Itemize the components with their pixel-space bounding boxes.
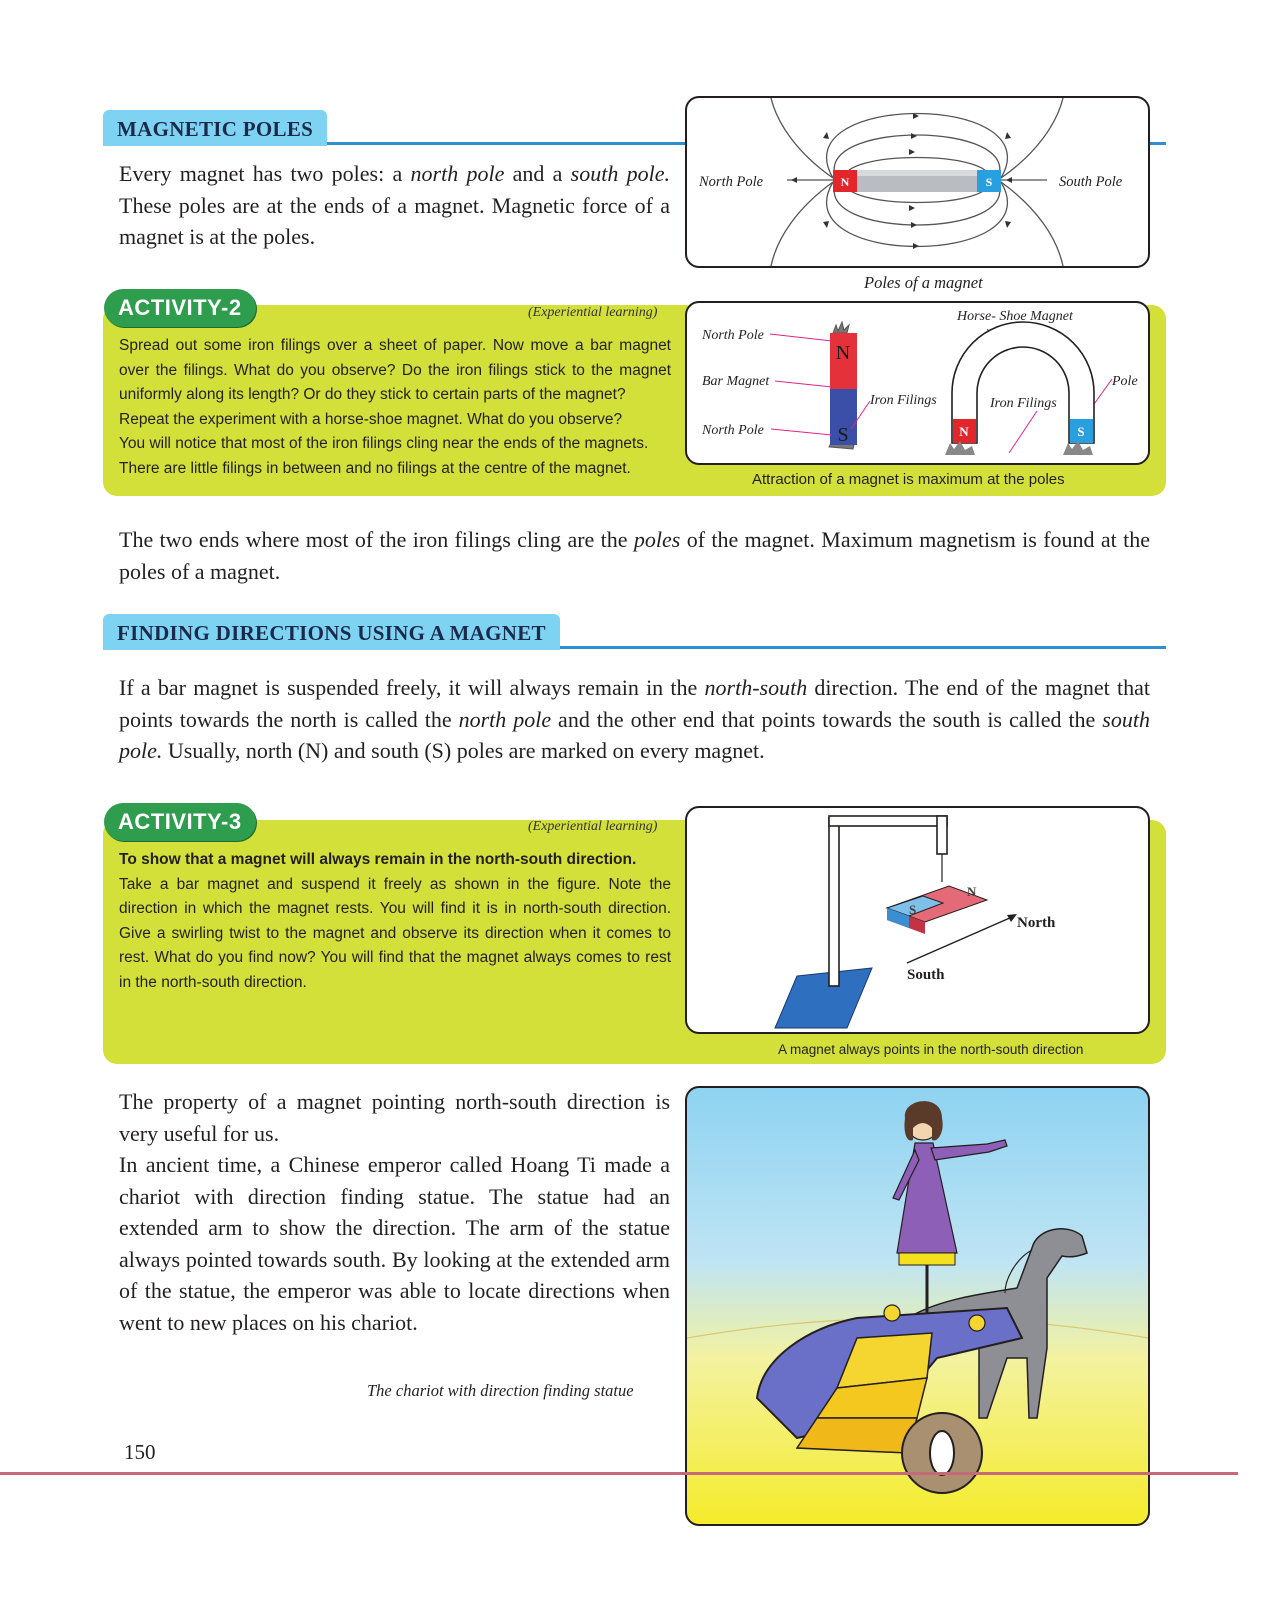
north-pole-top-label: North Pole bbox=[702, 328, 764, 343]
chariot-paragraph-2: In ancient time, a Chinese emperor called Hoang Ti made a chariot with direction finding statue. The statue had an extended arm to show the direction. The arm of the statue always pointed towards south. By looking at the extended arm of the statue, the emperor was able to locate directions when went to new places on his chariot. bbox=[119, 1152, 670, 1335]
activity3-tag: (Experiential learning) bbox=[528, 819, 658, 834]
bottom-rule bbox=[0, 1472, 1238, 1475]
suspended-magnet-figure bbox=[685, 806, 1150, 1034]
south-direction-label: South bbox=[907, 967, 945, 983]
susp-n-letter: N bbox=[967, 884, 977, 899]
field-lines-illustration bbox=[687, 98, 1148, 266]
activity2-tag: (Experiential learning) bbox=[528, 305, 658, 320]
attraction-figure-caption: Attraction of a magnet is maximum at the poles bbox=[752, 471, 1065, 488]
suspended-magnet-illustration bbox=[687, 808, 1148, 1032]
activity3-aim: To show that a magnet will always remain in the north-south direction. bbox=[119, 851, 637, 868]
chariot-caption: The chariot with direction finding statue bbox=[367, 1381, 634, 1400]
poles-paragraph: The two ends where most of the iron filings cling are the poles of the magnet. Maximum magnetism is found at the poles of a magnet. bbox=[119, 527, 1150, 584]
iron-filings-label-2: Iron Filings bbox=[990, 396, 1057, 411]
bar-magnet-label: Bar Magnet bbox=[702, 374, 770, 389]
suspended-figure-caption: A magnet always points in the north-south direction bbox=[778, 1042, 1084, 1057]
attraction-figure bbox=[685, 301, 1150, 465]
section2-heading: FINDING DIRECTIONS USING A MAGNET bbox=[103, 614, 560, 650]
n-letter: N bbox=[840, 175, 850, 189]
north-pole-label: North Pole bbox=[699, 174, 764, 190]
iron-filings-label-1: Iron Filings bbox=[870, 393, 937, 408]
hs-n-letter: N bbox=[959, 424, 969, 439]
bar-s-letter: S bbox=[837, 424, 849, 446]
chariot-figure bbox=[685, 1086, 1150, 1526]
poles-figure-caption: Poles of a magnet bbox=[864, 273, 983, 292]
s-letter: S bbox=[985, 175, 993, 189]
magnetic-poles-paragraph: Every magnet has two poles: a north pole and a south pole. These poles are at the ends of a magnet. Magnetic force of a magnet is at the poles. bbox=[119, 161, 670, 249]
north-direction-label: North bbox=[1017, 915, 1056, 931]
chariot-paragraph-1: The property of a magnet pointing north-south direction is very useful for us. bbox=[119, 1089, 670, 1146]
chariot-illustration bbox=[687, 1088, 1148, 1524]
activity3-title: ACTIVITY-3 bbox=[104, 803, 256, 841]
activity3-body: Take a bar magnet and suspend it freely as shown in the figure. Note the direction in which the magnet rests. You will find it is in north-south direction. Give a swirling twist to the magnet and observe its direction when it comes to rest. What do you find now? You will find that the magnet always comes to rest in the north-south direction. bbox=[119, 875, 671, 991]
north-pole-bottom-label: North Pole bbox=[702, 423, 764, 438]
horseshoe-label: Horse- Shoe Magnet bbox=[957, 309, 1073, 324]
pole-label: Pole bbox=[1112, 374, 1138, 389]
poles-of-magnet-figure bbox=[685, 96, 1150, 268]
page-number: 150 bbox=[124, 1440, 156, 1464]
activity2-text: Spread out some iron filings over a sheet of paper. Now move a bar magnet over the filings. What do you observe? Do the iron filings stick to the magnet uniformly along its length? Or do they stick to certain parts of the magnet? Repeat the experiment with a horse-shoe magnet. What do you observe? You will notice that most of the iron filings cling near the ends of the magnets. There are little filings in between and no filings at the centre of the magnet. bbox=[119, 337, 671, 477]
south-pole-label: South Pole bbox=[1059, 174, 1123, 190]
hs-s-letter: S bbox=[1077, 424, 1085, 439]
section-heading: MAGNETIC POLES bbox=[103, 110, 327, 146]
susp-s-letter: S bbox=[909, 902, 917, 917]
bar-n-letter: N bbox=[835, 342, 851, 364]
filings-top bbox=[833, 322, 849, 333]
bar-horseshoe-illustration bbox=[687, 303, 1148, 463]
activity2-title: ACTIVITY-2 bbox=[104, 289, 256, 327]
directions-paragraph: If a bar magnet is suspended freely, it will always remain in the north-south direction. The end of the magnet that points towards the north is called the north pole and the other end that points towards the south is called the south pole. Usually, north (N) and south (S) poles are marked on every magnet. bbox=[119, 675, 1150, 763]
activity3-text bbox=[119, 848, 671, 996]
